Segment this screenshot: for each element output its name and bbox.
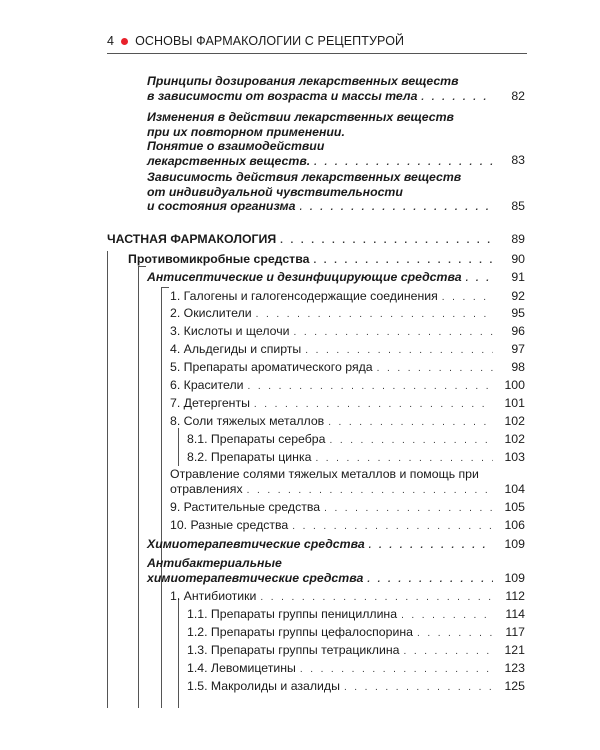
toc-entry[interactable]: 7. Детергенты . . . [170,396,497,413]
toc-page: 83 [511,153,525,167]
level2-bracket-line [138,266,139,708]
toc-entry[interactable]: 1.1. Препараты группы пенициллина . . . [187,607,497,624]
toc-entry[interactable]: Химиотерапевтические средства . . . [147,537,497,554]
toc-page: 123 [504,661,525,675]
toc-page: 117 [505,625,525,639]
toc-entry[interactable]: 1.3. Препараты группы тетрациклина . . . [187,643,497,660]
toc-entry[interactable]: 8. Соли тяжелых металлов . . . [170,414,497,431]
page-number: 4 [107,34,115,48]
toc-page: 89 [511,232,525,246]
toc-page: 85 [511,199,525,213]
toc-entry[interactable]: Изменения в действии лекарственных веществ при их повторном применении. Понятие о взаимодействии лекарственных веществ. . . . [147,110,497,170]
toc-entry[interactable]: 10. Разные средства . . . [170,518,497,535]
toc-entry[interactable]: 1.4. Левомицетины . . . [187,661,497,678]
toc-page: 109 [504,571,525,585]
toc-page: 112 [505,589,525,603]
toc-page: 97 [511,342,525,356]
toc-page: 91 [511,270,525,284]
toc-entry[interactable]: Противомикробные средства . . . [128,252,497,269]
toc-page: 96 [511,324,525,338]
toc-page: 102 [504,432,525,446]
toc-entry[interactable]: Антибактериальные химиотерапевтические средства . . . [147,556,497,587]
book-title: ОСНОВЫ ФАРМАКОЛОГИИ С РЕЦЕПТУРОЙ [135,34,405,48]
toc-entry[interactable]: 9. Растительные средства . . . [170,500,497,517]
toc-page: 100 [504,378,525,392]
toc-entry[interactable]: 5. Препараты ароматического ряда . . . [170,360,497,377]
red-bullet-icon [121,38,128,45]
toc-page: 102 [504,414,525,428]
level1-bracket-line [107,251,108,708]
toc-entry[interactable]: 1.2. Препараты группы цефалоспорина . . . [187,625,497,642]
toc-entry[interactable]: Принципы дозирования лекарственных веществ в зависимости от возраста и массы тела . . . [147,74,497,105]
toc-page: 106 [504,518,525,532]
toc-page: 90 [511,252,525,266]
toc-page: 95 [511,306,525,320]
toc-entry[interactable]: 4. Альдегиды и спирты . . . [170,342,497,359]
toc-entry[interactable]: 3. Кислоты и щелочи . . . [170,324,497,341]
toc-entry[interactable]: 2. Окислители . . . [170,306,497,323]
header-rule [107,53,527,54]
toc-page: 125 [504,679,525,693]
level3-bracket-line [161,287,162,708]
toc-entry[interactable]: 6. Красители . . . [170,378,497,395]
toc-page: 105 [504,500,525,514]
toc-entry[interactable]: Антисептические и дезинфицирующие средства . . . [147,270,497,287]
toc-page: 121 [504,643,525,657]
toc-page: 109 [504,537,525,551]
toc-page: 82 [511,89,525,103]
toc-entry-section[interactable]: ЧАСТНАЯ ФАРМАКОЛОГИЯ . . . [107,232,497,249]
toc-page: 114 [505,607,525,621]
toc-entry[interactable]: 8.1. Препараты серебра . . . [187,432,497,449]
level4b-bracket-line [178,598,179,708]
toc-page: 98 [511,360,525,374]
toc-page: 92 [511,289,525,303]
toc-entry[interactable]: 1. Галогены и галогенсодержащие соединения . . . [170,289,497,306]
toc-entry[interactable]: 1.5. Макролиды и азалиды . . . [187,679,497,696]
toc-entry[interactable]: 1. Антибиотики . . . [170,589,497,606]
toc-entry[interactable]: Отравление солями тяжелых металлов и помощь при отравлениях . . . [170,467,497,498]
bracket-tick [161,287,169,288]
toc-entry[interactable]: 8.2. Препараты цинка . . . [187,450,497,467]
toc-entry[interactable]: Зависимость действия лекарственных веществ от индивидуальной чувствительности и состояния организма . . . [147,170,497,216]
toc-page: 103 [504,450,525,464]
running-header [107,30,527,52]
level4-bracket-line [178,428,179,466]
toc-page: 101 [504,396,525,410]
toc-page: 104 [504,482,525,496]
